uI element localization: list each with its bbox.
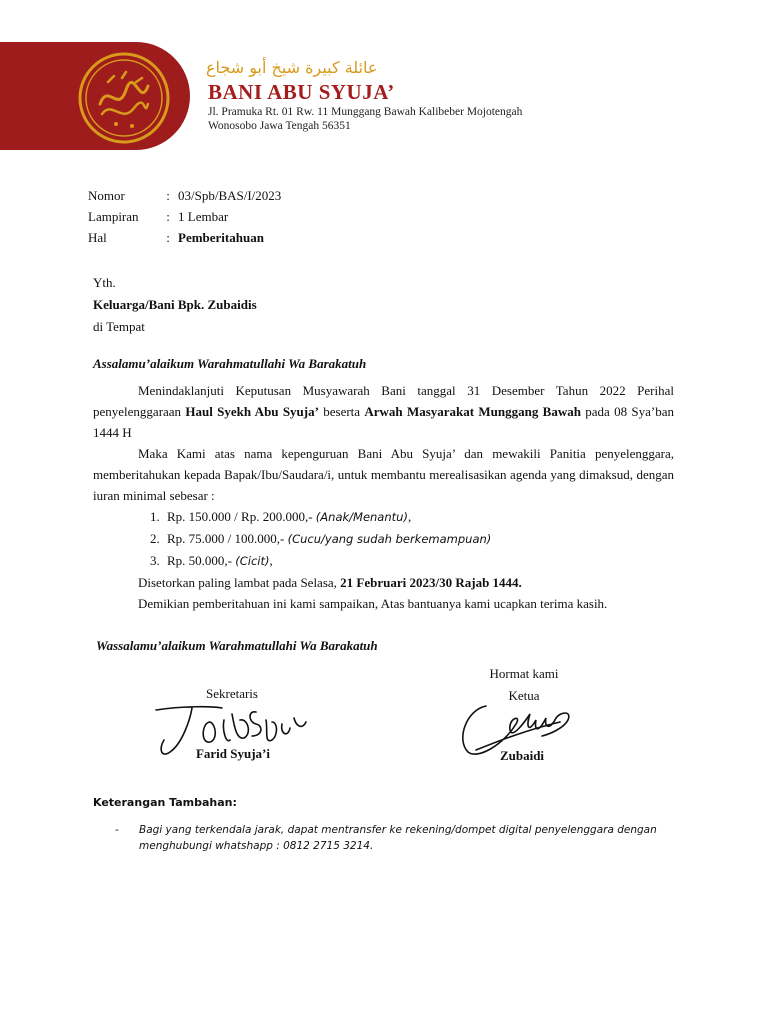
note-bullet: -: [115, 824, 119, 836]
paragraph-text: Menindaklanjuti Keputusan Musyawarah Bani tanggal 31 Desember Tahun 2022 Perihal penyelenggaraan: [93, 383, 674, 419]
list-item: [163, 550, 674, 572]
organization-name: BANI ABU SYUJA’: [208, 80, 395, 104]
list-item: [163, 506, 674, 528]
meta-row-attachment: [88, 209, 281, 230]
meta-colon: :: [166, 188, 170, 203]
recipient-block: [93, 272, 257, 338]
meta-label: Hal: [88, 230, 107, 245]
meta-label: Lampiran: [88, 209, 139, 224]
contribution-list: [93, 506, 674, 572]
seal-logo: [78, 52, 170, 144]
list-punct: ,: [269, 553, 273, 568]
contribution-amount: Rp. 50.000,-: [167, 553, 236, 568]
paragraph-text: Disetorkan paling lambat pada Selasa,: [138, 575, 341, 590]
contribution-note: (Anak/Menantu): [315, 510, 408, 524]
event-name: Arwah Masyarakat Munggang Bawah: [364, 404, 581, 419]
address-line-1: Jl. Pramuka Rt. 01 Rw. 11 Munggang Bawah Kalibeber Mojotengah: [208, 106, 523, 118]
paragraph-4: Demikian pemberitahuan ini kami sampaikan, Atas bantuanya kami ucapkan terima kasih.: [138, 596, 608, 611]
recipient-place: di Tempat: [93, 319, 145, 334]
meta-colon: :: [166, 230, 170, 245]
meta-row-number: [88, 188, 281, 209]
additional-notes-title: Keterangan Tambahan:: [93, 796, 237, 809]
closing-greeting: Wassalamu’alaikum Warahmatullahi Wa Barakatuh: [96, 638, 378, 653]
contribution-note: (Cucu/yang sudah berkemampuan): [287, 532, 492, 546]
secretary-name: Farid Syuja’i: [195, 746, 271, 761]
event-name: Haul Syekh Abu Syuja’: [185, 404, 319, 419]
chair-name: Zubaidi: [499, 748, 545, 763]
note-text: Bagi yang terkendala jarak, dapat mentransfer ke rekening/dompet digital penyelenggara dengan menghubungi whatshapp : 0812 2715 3214.: [139, 824, 657, 852]
chair-title: Ketua: [508, 688, 540, 703]
recipient-name: Keluarga/Bani Bpk. Zubaidis: [93, 297, 257, 312]
meta-colon: :: [166, 209, 170, 224]
arabic-title: عائلة كبيرة شيخ أبو شجاع: [206, 58, 378, 77]
recipient-salutation: Yth.: [93, 275, 116, 290]
meta-value: Pemberitahuan: [178, 230, 264, 245]
paragraph-2: Maka Kami atas nama kepenguruan Bani Abu Syuja’ dan mewakili Panitia penyelenggara, memberitahukan kepada Bapak/Ibu/Saudara/i, untuk membantu merealisasikan agenda yang dimaksud, dengan iuran minimal sebesar :: [93, 446, 674, 503]
contribution-amount: Rp. 150.000 / Rp. 200.000,-: [167, 509, 316, 524]
paragraph-1: [93, 380, 674, 443]
letter-body: [93, 380, 674, 614]
paragraph-3: [93, 572, 674, 593]
address-line-2: Wonosobo Jawa Tengah 56351: [208, 120, 351, 132]
meta-value: 1 Lembar: [178, 209, 229, 224]
letter-meta: [88, 188, 281, 251]
closing-respect: Hormat kami: [489, 666, 559, 681]
meta-label: Nomor: [88, 188, 125, 203]
list-punct: ,: [407, 509, 412, 524]
paragraph-text: beserta: [318, 404, 365, 419]
meta-row-subject: [88, 230, 281, 251]
meta-value: 03/Spb/BAS/I/2023: [178, 188, 282, 203]
letterhead: [0, 0, 768, 150]
secretary-title: Sekretaris: [206, 686, 258, 701]
contribution-note: (Cicit): [235, 554, 270, 568]
deadline-date: 21 Februari 2023/30 Rajab 1444.: [340, 575, 522, 590]
opening-greeting: Assalamu’alaikum Warahmatullahi Wa Barakatuh: [93, 356, 367, 371]
paragraph-text: pada 08 Sya’ban 1444 H: [93, 404, 675, 440]
list-item: [163, 528, 674, 550]
contribution-amount: Rp. 75.000 / 100.000,-: [167, 531, 288, 546]
